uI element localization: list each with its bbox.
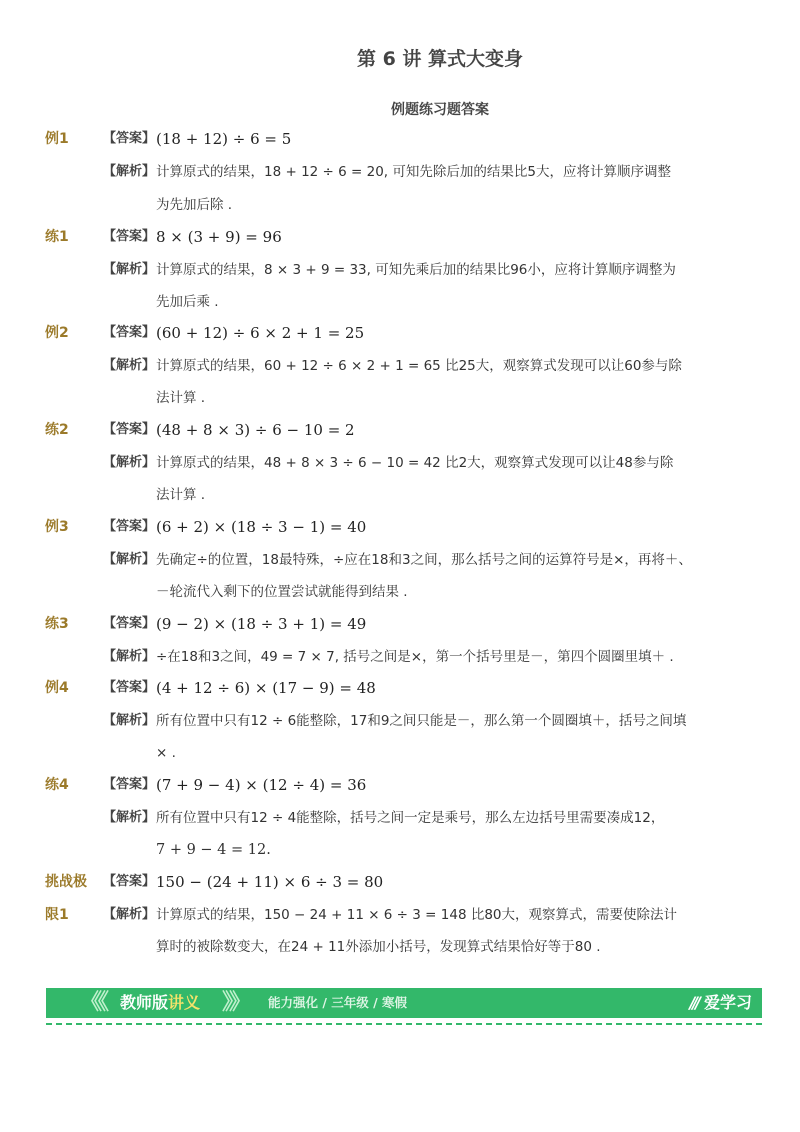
item-answer-row (0, 418, 800, 442)
analysis-text: 计算原式的结果，60 + 12 ÷ 6 × 2 + 1 = 65 比25大，观察算式发现可以让60参与除 (156, 358, 682, 374)
item-tag: 练2 (45, 422, 69, 438)
item-analysis-cont (0, 386, 800, 410)
answer-formula: (7 + 9 − 4) × (12 ÷ 4) = 36 (156, 776, 367, 794)
item-analysis-row (0, 548, 800, 572)
analysis-label: 【解析】 (103, 262, 156, 277)
footer-brand (120, 988, 200, 1018)
item-tag: 例3 (45, 519, 69, 535)
answer-label: 【答案】 (103, 325, 156, 340)
analysis-text: 计算原式的结果，150 − 24 + 11 × 6 ÷ 3 = 148 比80大，观察算式，需要使除法计 (156, 907, 678, 923)
logo-icon: /// (689, 993, 698, 1012)
analysis-text: 先加后乘 . (156, 294, 219, 310)
item-analysis-row (0, 709, 800, 733)
answer-formula: (6 + 2) × (18 ÷ 3 − 1) = 40 (156, 518, 367, 536)
answer-label: 【答案】 (103, 680, 156, 695)
analysis-text: 计算原式的结果，8 × 3 + 9 = 33, 可知先乘后加的结果比96小，应将计算顺序调整为 (156, 262, 676, 278)
item-tag: 挑战极 (45, 874, 87, 890)
answer-label: 【答案】 (103, 874, 156, 889)
answer-formula: (9 − 2) × (18 ÷ 3 + 1) = 49 (156, 615, 367, 633)
logo-text: 爱学习 (703, 993, 752, 1012)
analysis-label: 【解析】 (103, 358, 156, 373)
analysis-text: 法计算 . (156, 487, 206, 503)
analysis-text: 法计算 . (156, 390, 206, 406)
analysis-text: ÷在18和3之间，49 = 7 × 7, 括号之间是×，第一个括号里是－，第四个圆圈里填＋ . (156, 649, 674, 665)
item-tag: 练3 (45, 616, 69, 632)
item-answer-row (0, 870, 800, 894)
item-analysis-row (0, 160, 800, 184)
section-subtitle: 例题练习题答案 (391, 102, 489, 118)
answer-label: 【答案】 (103, 777, 156, 792)
analysis-label: 【解析】 (103, 552, 156, 567)
item-analysis-cont (0, 935, 800, 959)
item-analysis-row (0, 645, 800, 669)
chevron-right-icon: 》》 (222, 990, 248, 1015)
analysis-label: 【解析】 (103, 907, 156, 922)
chevron-left-icon: 《《 (80, 990, 106, 1015)
answer-label: 【答案】 (103, 519, 156, 534)
item-analysis-cont (0, 741, 800, 765)
item-answer-row (0, 225, 800, 249)
analysis-text: 计算原式的结果，18 + 12 ÷ 6 = 20, 可知先除后加的结果比5大，应将计算顺序调整 (156, 164, 671, 180)
item-tag: 练1 (45, 229, 69, 245)
answer-formula: 150 − (24 + 11) × 6 ÷ 3 = 80 (156, 873, 384, 891)
item-analysis-cont (0, 838, 800, 862)
answer-label: 【答案】 (103, 616, 156, 631)
footer-logo (689, 988, 752, 1018)
answer-formula: (60 + 12) ÷ 6 × 2 + 1 = 25 (156, 324, 365, 342)
item-tag-continued: 限1 (45, 907, 69, 923)
item-analysis-cont (0, 290, 800, 314)
answer-formula: 8 × (3 + 9) = 96 (156, 228, 282, 246)
item-analysis-row (0, 354, 800, 378)
analysis-text: 7 + 9 − 4 = 12. (156, 842, 271, 858)
footer-dashed-divider (46, 1023, 762, 1025)
answer-label: 【答案】 (103, 229, 156, 244)
item-answer-row (0, 515, 800, 539)
item-answer-row (0, 127, 800, 151)
item-analysis-row (0, 903, 800, 927)
analysis-label: 【解析】 (103, 164, 156, 179)
item-analysis-cont (0, 483, 800, 507)
item-analysis-row (0, 451, 800, 475)
answer-label: 【答案】 (103, 422, 156, 437)
analysis-text: 先确定÷的位置，18最特殊，÷应在18和3之间，那么括号之间的运算符号是×，再将＋、 (156, 552, 692, 568)
answer-label: 【答案】 (103, 131, 156, 146)
analysis-text: 算时的被除数变大，在24 + 11外添加小括号，发现算式结果恰好等于80 . (156, 939, 601, 955)
answer-formula: (18 + 12) ÷ 6 = 5 (156, 130, 292, 148)
item-answer-row (0, 612, 800, 636)
item-tag: 例4 (45, 680, 69, 696)
analysis-text: 为先加后除 . (156, 197, 233, 213)
analysis-label: 【解析】 (103, 810, 156, 825)
analysis-text: 计算原式的结果，48 + 8 × 3 ÷ 6 − 10 = 42 比2大，观察算式发现可以让48参与除 (156, 455, 674, 471)
answer-formula: (48 + 8 × 3) ÷ 6 − 10 = 2 (156, 421, 355, 439)
analysis-text: × . (156, 745, 176, 761)
item-tag: 例1 (45, 131, 69, 147)
item-analysis-cont (0, 193, 800, 217)
item-analysis-cont (0, 580, 800, 604)
analysis-text: 所有位置中只有12 ÷ 6能整除，17和9之间只能是－，那么第一个圆圈填＋，括号之间填 (156, 713, 687, 729)
item-tag: 例2 (45, 325, 69, 341)
page-title: 第 6 讲 算式大变身 (356, 48, 524, 70)
item-tag: 练4 (45, 777, 69, 793)
item-analysis-row (0, 806, 800, 830)
footer-banner (46, 988, 762, 1018)
footer-breadcrumb: 能力强化 / 三年级 / 寒假 (268, 995, 408, 1010)
brand-accent: 讲义 (168, 993, 201, 1012)
brand-prefix: 教师版 (120, 993, 169, 1012)
item-answer-row (0, 773, 800, 797)
analysis-label: 【解析】 (103, 713, 156, 728)
analysis-text: 所有位置中只有12 ÷ 4能整除，括号之间一定是乘号，那么左边括号里需要凑成12， (156, 810, 665, 826)
item-answer-row (0, 676, 800, 700)
answer-formula: (4 + 12 ÷ 6) × (17 − 9) = 48 (156, 679, 376, 697)
analysis-label: 【解析】 (103, 649, 156, 664)
analysis-text: －轮流代入剩下的位置尝试就能得到结果 . (156, 584, 408, 600)
item-analysis-row (0, 258, 800, 282)
analysis-label: 【解析】 (103, 455, 156, 470)
item-answer-row (0, 321, 800, 345)
